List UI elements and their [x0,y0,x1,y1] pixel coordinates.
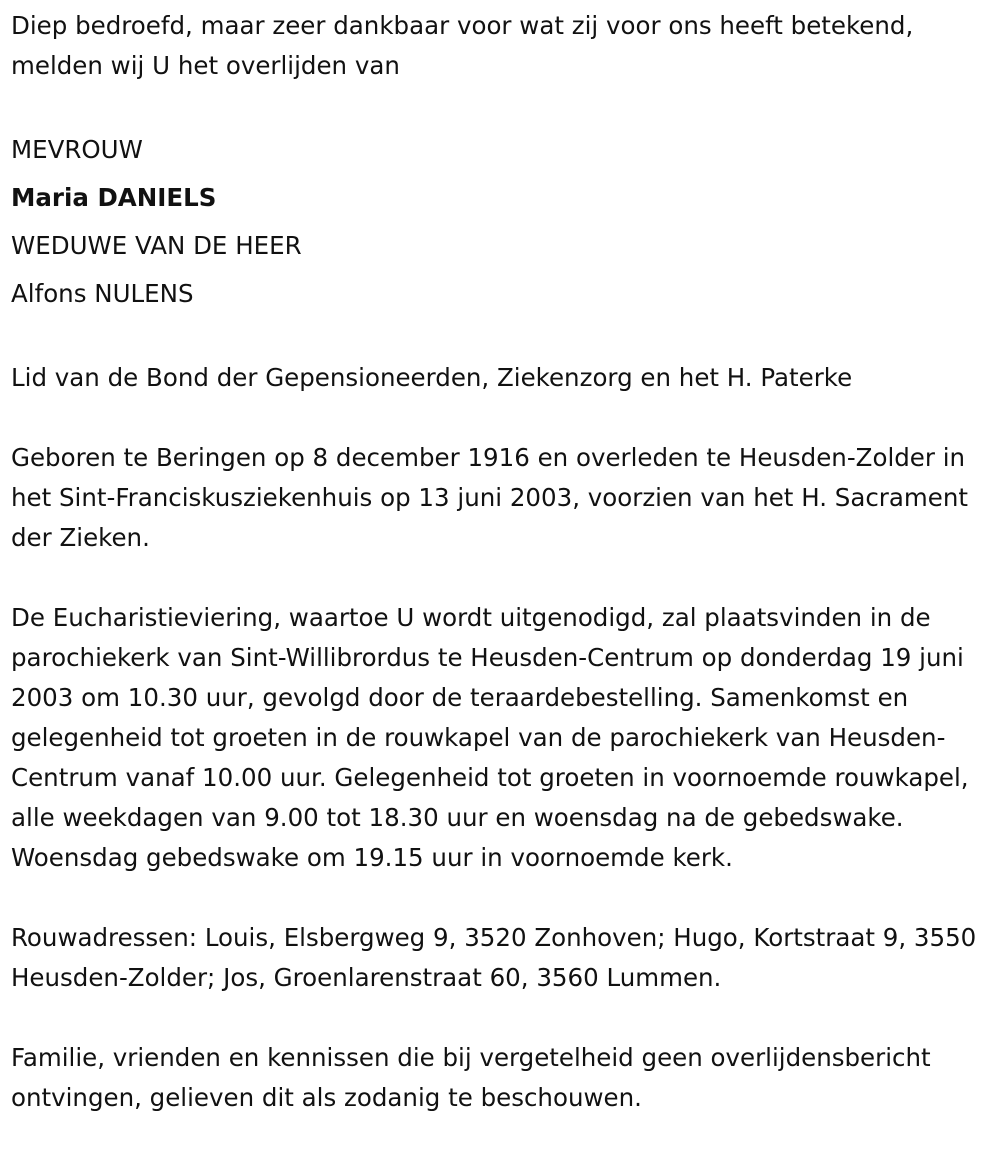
obituary-notice [11,6,986,1118]
closing-paragraph: Familie, vrienden en kennissen die bij vergetelheid geen overlijdensbericht ontvingen, gelieven dit als zodanig te beschouwen. [11,1043,931,1112]
addresses-paragraph: Rouwadressen: Louis, Elsbergweg 9, 3520 Zonhoven; Hugo, Kortstraat 9, 3550 Heusden-Zolder; Jos, Groenlarenstraat 60, 3560 Lummen. [11,923,977,992]
birth-death-paragraph: Geboren te Beringen op 8 december 1916 en overleden te Heusden-Zolder in het Sint-Franciskusziekenhuis op 13 juni 2003, voorzien van het H. Sacrament der Zieken. [11,443,968,552]
deceased-name-block [11,126,986,318]
title-line: MEVROUW [11,135,143,164]
membership-paragraph: Lid van de Bond der Gepensioneerden, Ziekenzorg en het H. Paterke [11,363,853,392]
spouse-name: Alfons NULENS [11,279,194,308]
ceremony-paragraph: De Eucharistieviering, waartoe U wordt uitgenodigd, zal plaatsvinden in de parochiekerk van Sint-Willibrordus te Heusden-Centrum op donderdag 19 juni 2003 om 10.30 uur, gevolgd door de teraardebestelling. Samenkomst en gelegenheid tot groeten in de rouwkapel van de parochiekerk van Heusden-Centrum vanaf 10.00 uur. Gelegenheid tot groeten in voornoemde rouwkapel, alle weekdagen van 9.00 tot 18.30 uur en woensdag na de gebedswake. Woensdag gebedswake om 19.15 uur in voornoemde kerk. [11,603,969,872]
widow-line: WEDUWE VAN DE HEER [11,231,302,260]
deceased-name: Maria DANIELS [11,183,217,212]
intro-paragraph: Diep bedroefd, maar zeer dankbaar voor wat zij voor ons heeft betekend, melden wij U het overlijden van [11,11,914,80]
